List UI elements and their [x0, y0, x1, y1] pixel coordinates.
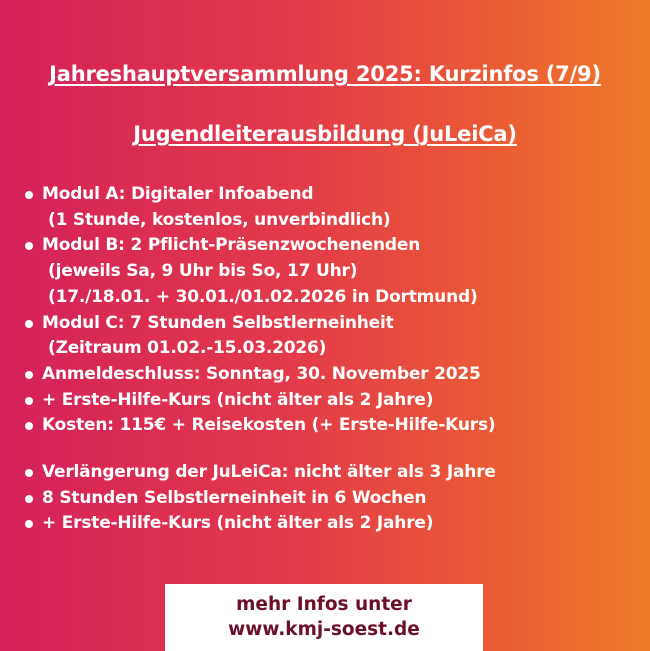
list-item: Kosten: 115€ + Reisekosten (+ Erste-Hilfe-Kurs)	[22, 413, 495, 439]
more-info-box	[165, 584, 483, 651]
page-title: Jahreshauptversammlung 2025: Kurzinfos (7/9)	[49, 62, 601, 86]
list-item-continuation: (17./18.01. + 30.01./01.02.2026 in Dortmund)	[48, 286, 478, 307]
list-item: Modul A: Digitaler Infoabend	[22, 182, 495, 208]
list-item-continuation: (Zeitraum 01.02.-15.03.2026)	[48, 338, 327, 359]
list-item: + Erste-Hilfe-Kurs (nicht älter als 2 Jahre)	[22, 388, 495, 414]
website-link[interactable]: www.kmj-soest.de	[228, 619, 420, 640]
list-item: + Erste-Hilfe-Kurs (nicht älter als 2 Jahre)	[22, 511, 496, 537]
page-subtitle: Jugendleiterausbildung (JuLeiCa)	[133, 122, 517, 146]
list-item: Verlängerung der JuLeiCa: nicht älter als 3 Jahre	[22, 460, 496, 486]
list-item-continuation: (jeweils Sa, 9 Uhr bis So, 17 Uhr)	[48, 261, 358, 282]
list-item-continuation: (1 Stunde, kostenlos, unverbindlich)	[48, 209, 391, 230]
info-list-juleica	[22, 182, 495, 439]
list-item: Anmeldeschluss: Sonntag, 30. November 2025	[22, 362, 495, 388]
info-list-verlaengerung	[22, 460, 496, 537]
list-item: Modul C: 7 Stunden Selbstlerneinheit	[22, 311, 495, 337]
more-info-label: mehr Infos unter	[236, 594, 412, 615]
list-item: 8 Stunden Selbstlerneinheit in 6 Wochen	[22, 486, 496, 512]
list-item: Modul B: 2 Pflicht-Präsenzwochenenden	[22, 233, 495, 259]
